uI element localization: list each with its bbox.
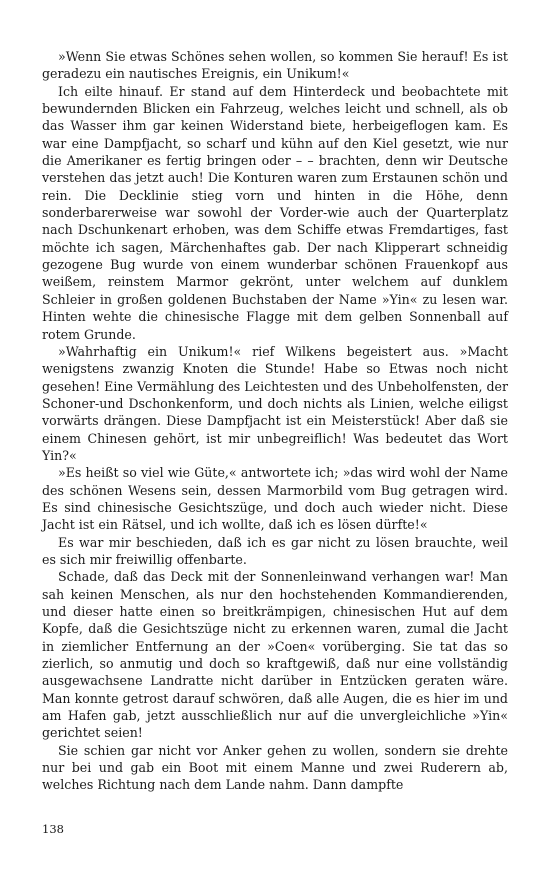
book-page-text (42, 48, 508, 794)
page-number: 138 (42, 822, 64, 836)
paragraph-6: Schade, daß das Deck mit der Sonnenleinwand verhangen war! Man sah keinen Menschen, als nur den hochstehenden Kommandierenden, und dieser hatte einen so breitkrämpigen, chinesischen Hut auf dem Kopfe, daß die Gesichtszüge nicht zu erkennen waren, zumal die Jacht in ziemlicher Entfernung an der »Coen« vorüberging. Sie tat das so zierlich, so anmutig und doch so kraftgewiß, daß nur eine vollständig ausgewachsene Landratte nicht darüber in Entzücken geraten wäre. Man konnte getrost darauf schwören, daß alle Augen, die es hier im und am Hafen gab, jetzt ausschließlich nur auf die unvergleichliche »Yin« gerichtet seien! (42, 569, 508, 741)
paragraph-1: »Wenn Sie etwas Schönes sehen wollen, so kommen Sie herauf! Es ist geradezu ein nautisches Ereignis, ein Unikum!« (42, 49, 508, 82)
paragraph-4: »Es heißt so viel wie Güte,« antwortete ich; »das wird wohl der Name des schönen Wesens sein, dessen Marmorbild vom Bug getragen wird. Es sind chinesische Gesichtszüge, und doch auch wieder nicht. Diese Jacht ist ein Rätsel, und ich wollte, daß ich es lösen dürfte!« (42, 465, 508, 533)
paragraph-5: Es war mir beschieden, daß ich es gar nicht zu lösen brauchte, weil es sich mir freiwillig offenbarte. (42, 534, 508, 567)
paragraph-7: Sie schien gar nicht vor Anker gehen zu wollen, sondern sie drehte nur bei und gab ein Boot mit einem Manne und zwei Ruderern ab, welches Richtung nach dem Lande nahm. Dann dampfte (42, 742, 508, 793)
paragraph-3: »Wahrhaftig ein Unikum!« rief Wilkens begeistert aus. »Macht wenigstens zwanzig Knoten die Stunde! Habe so Etwas noch nicht gesehen! Eine Vermählung des Leichtesten und des Unbeholfensten, der Schoner-und Dschonkenform, und doch nichts als Linien, welche eiligst vorwärts drängen. Diese Dampfjacht ist ein Meisterstück! Aber daß sie einem Chinesen gehört, ist mir unbegreiflich! Was bedeutet das Wort Yin?« (42, 343, 508, 463)
paragraph-2: Ich eilte hinauf. Er stand auf dem Hinterdeck und beobachtete mit bewundernden Blicken ein Fahrzeug, welches leicht und schnell, als ob das Wasser ihm gar keinen Widerstand biete, herbeigeflogen kam. Es war eine Dampfjacht, so scharf und kühn auf den Kiel gesetzt, wie nur die Amerikaner es fertig bringen oder – – brachten, denn wir Deutsche verstehen das jetzt auch! Die Konturen waren zum Erstaunen schön und rein. Die Decklinie stieg vorn und hinten in die Höhe, denn sonderbarerweise war sowohl der Vorder-wie auch der Quarterplatz nach Dschunkenart erhoben, was dem Schiffe etwas Fremdartiges, fast möchte ich sagen, Märchenhaftes gab. Der nach Klipperart schneidig gezogene Bug wurde von einem wunderbar schönen Frauenkopf aus weißem, reinstem Marmor gekrönt, unter welchem auf dunklem Schleier in großen goldenen Buchstaben der Name »Yin« zu lesen war. Hinten wehte die chinesische Flagge mit dem gelben Sonnenball auf rotem Grunde. (42, 83, 508, 342)
